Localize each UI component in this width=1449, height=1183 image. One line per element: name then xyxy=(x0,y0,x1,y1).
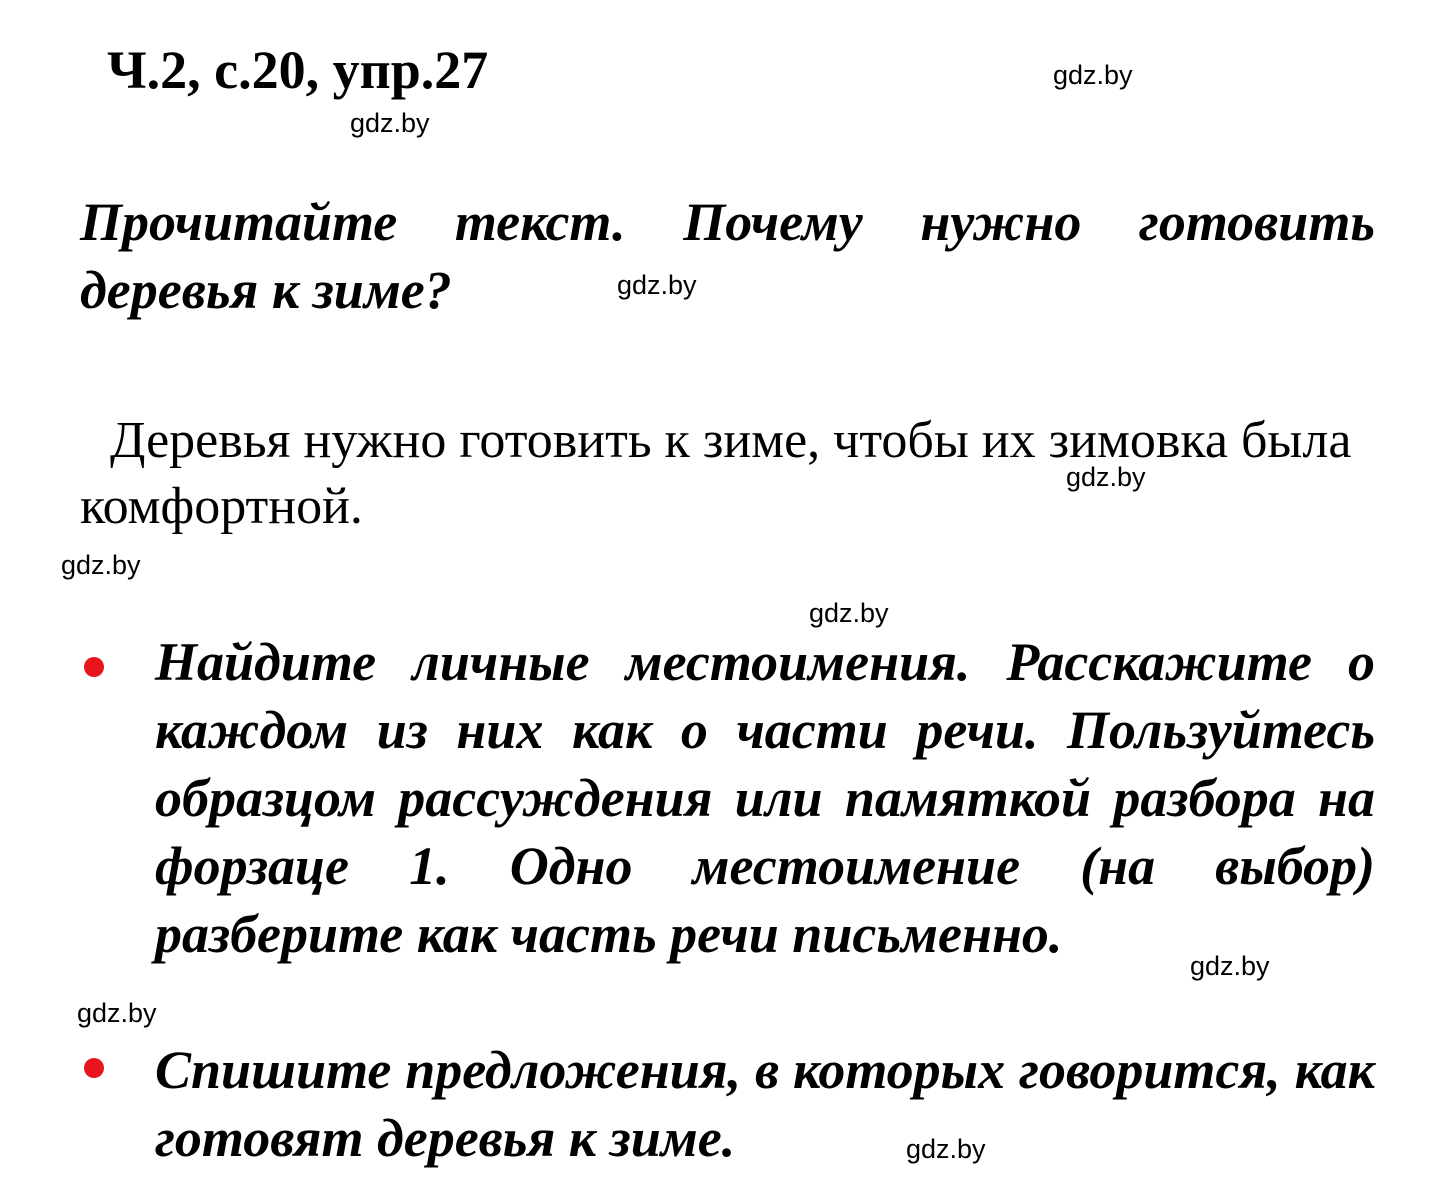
watermark: gdz.by xyxy=(1066,462,1146,492)
watermark: gdz.by xyxy=(617,270,697,300)
watermark: gdz.by xyxy=(1053,60,1133,90)
watermark: gdz.by xyxy=(906,1134,986,1164)
watermark: gdz.by xyxy=(809,598,889,628)
assignment-item-2: Спишите предложения, в которых говорится, как готовят деревья к зиме. xyxy=(155,1040,1375,1168)
bullet-icon xyxy=(84,1058,104,1078)
assignment-item-1: Найдите личные местоимения. Расскажите о каждом из них как о части речи. Пользуйтесь образцом рассуждения или памяткой разбора на форзаце 1. Одно местоимение (на выбор) разберите как часть речи письменно. xyxy=(155,632,1375,964)
watermark: gdz.by xyxy=(1190,951,1270,981)
watermark: gdz.by xyxy=(61,550,141,580)
watermark: gdz.by xyxy=(350,108,430,138)
exercise-title: Ч.2, с.20, упр.27 xyxy=(107,40,489,100)
watermark: gdz.by xyxy=(77,998,157,1028)
task-question: Прочитайте текст. Почему нужно готовить деревья к зиме? xyxy=(80,192,1375,320)
bullet-icon xyxy=(84,657,104,677)
answer-text: Деревья нужно готовить к зиме, чтобы их зимовка была комфортной. xyxy=(80,412,1352,535)
